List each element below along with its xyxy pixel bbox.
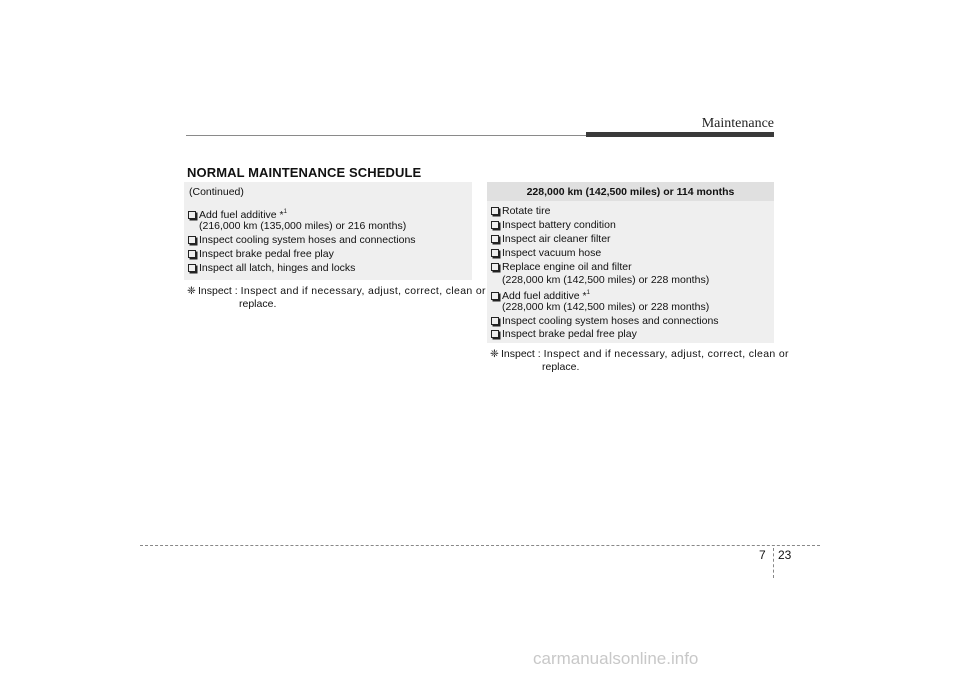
list-item: Inspect all latch, hinges and locks (188, 262, 355, 275)
checkbox-icon (491, 292, 499, 300)
left-schedule-panel (184, 182, 472, 280)
page-number: 23 (778, 548, 792, 562)
checkbox-icon (491, 249, 499, 257)
list-item: Add fuel additive *$^1$ (188, 206, 287, 222)
list-item: Add fuel additive *$^1$ (491, 287, 590, 303)
checkbox-icon (491, 317, 499, 325)
checkbox-icon (491, 207, 499, 215)
list-item: Inspect cooling system hoses and connections (188, 234, 416, 247)
list-item-sub: (228,000 km (142,500 miles) or 228 months) (502, 301, 710, 313)
footer-rule (140, 545, 820, 546)
left-inspect-note: ❈ Inspect : Inspect and if necessary, adjust, correct, clean or replace. (187, 285, 486, 310)
footer-divider (773, 548, 774, 578)
header-rule-accent (586, 132, 774, 137)
list-item: Inspect cooling system hoses and connections (491, 315, 719, 328)
checkbox-icon (491, 263, 499, 271)
interval-heading: 228,000 km (142,500 miles) or 114 months (526, 186, 735, 198)
list-item: Inspect vacuum hose (491, 247, 601, 260)
checkbox-icon (188, 264, 196, 272)
list-item: Inspect brake pedal free play (491, 328, 637, 341)
right-schedule-panel (487, 201, 774, 343)
list-item: Replace engine oil and filter (491, 261, 632, 274)
list-item: Inspect brake pedal free play (188, 248, 334, 261)
right-schedule-heading (487, 182, 774, 201)
continued-label: (Continued) (189, 186, 244, 198)
checkbox-icon (188, 236, 196, 244)
header-rule (186, 135, 586, 136)
note-symbol-icon: ❈ (490, 348, 499, 360)
list-item: Inspect battery condition (491, 219, 616, 232)
checkbox-icon (188, 211, 196, 219)
checkbox-icon (491, 330, 499, 338)
note-symbol-icon: ❈ (187, 285, 196, 297)
list-item-sub: (228,000 km (142,500 miles) or 228 months) (502, 274, 710, 286)
watermark: carmanualsonline.info (533, 649, 699, 668)
list-item: Rotate tire (491, 205, 550, 218)
header-title: Maintenance (701, 116, 774, 131)
checkbox-icon (491, 221, 499, 229)
checkbox-icon (188, 250, 196, 258)
right-inspect-note: ❈ Inspect : Inspect and if necessary, adjust, correct, clean or replace. (490, 348, 789, 373)
checkbox-icon (491, 235, 499, 243)
section-title: NORMAL MAINTENANCE SCHEDULE (187, 165, 422, 180)
list-item: Inspect air cleaner filter (491, 233, 611, 246)
chapter-number: 7 (759, 548, 766, 562)
list-item-sub: (216,000 km (135,000 miles) or 216 months) (199, 220, 407, 232)
